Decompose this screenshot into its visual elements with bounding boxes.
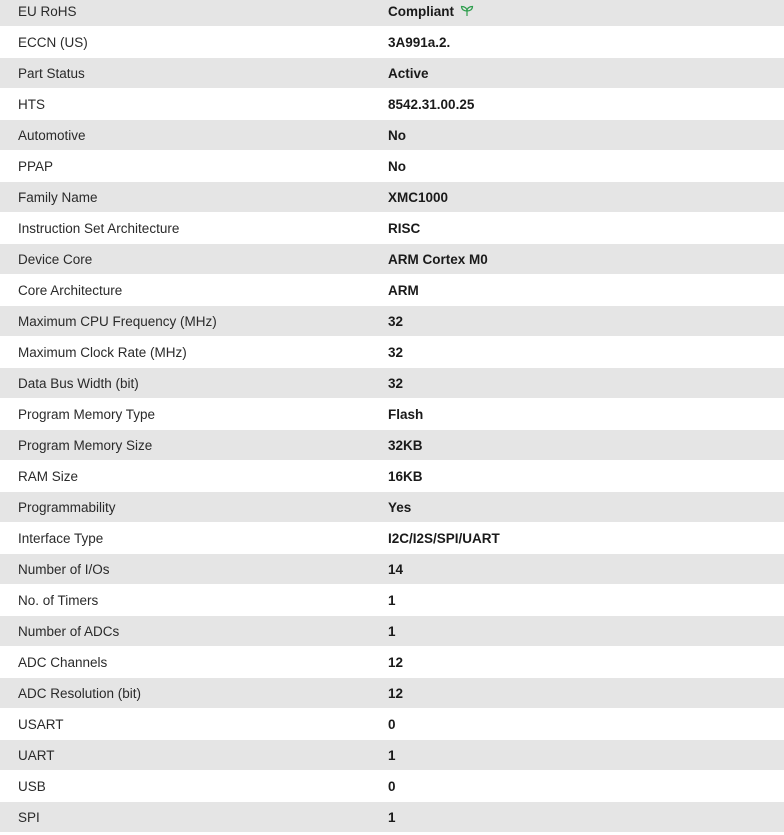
spec-row-max-clock-rate [0,337,784,368]
spec-label: Automotive [18,127,86,143]
spec-row-ram-size [0,461,784,492]
spec-label: Maximum CPU Frequency (MHz) [18,313,217,329]
spec-row-core-architecture [0,275,784,306]
spec-value: No [388,158,406,174]
spec-label: No. of Timers [18,592,99,608]
spec-value: XMC1000 [388,189,449,205]
spec-value: 1 [388,747,396,763]
spec-value: Flash [388,406,424,422]
spec-value: RISC [388,220,421,236]
spec-value-text: Compliant [388,3,454,19]
spec-value: 0 [388,716,396,732]
spec-value: I2C/I2S/SPI/UART [388,530,500,546]
spec-row-adc-resolution [0,678,784,709]
spec-label: PPAP [18,158,54,174]
spec-label: Program Memory Size [18,437,153,453]
spec-row-usb [0,771,784,802]
spec-row-isa [0,213,784,244]
spec-value: No [388,127,406,143]
spec-row-program-memory-size [0,430,784,461]
spec-value: 12 [388,654,404,670]
spec-value: 1 [388,623,396,639]
spec-value: 14 [388,561,404,577]
spec-row-automotive [0,120,784,151]
spec-row-spi [0,802,784,833]
spec-row-program-memory-type [0,399,784,430]
spec-label: Device Core [18,251,93,267]
spec-row-data-bus-width [0,368,784,399]
spec-value: 1 [388,809,396,825]
spec-value: 12 [388,685,404,701]
spec-value: 0 [388,778,396,794]
spec-row-hts [0,89,784,120]
spec-label: USB [18,778,46,794]
spec-row-number-of-adcs [0,616,784,647]
spec-label: ECCN (US) [18,34,88,50]
leaf-icon [460,5,474,17]
spec-value: 1 [388,592,396,608]
spec-row-ppap [0,151,784,182]
spec-row-eu-rohs [0,0,784,27]
spec-value: Yes [388,499,412,515]
spec-value: 32KB [388,437,423,453]
spec-row-usart [0,709,784,740]
spec-value: 32 [388,344,404,360]
spec-value: 16KB [388,468,423,484]
spec-label: Number of I/Os [18,561,110,577]
spec-label: UART [18,747,55,763]
spec-label: SPI [18,809,40,825]
spec-value: 8542.31.00.25 [388,96,475,112]
spec-value: Active [388,65,429,81]
spec-label: Core Architecture [18,282,123,298]
spec-label: Number of ADCs [18,623,120,639]
spec-value: 32 [388,375,404,391]
spec-row-interface-type [0,523,784,554]
spec-value: 32 [388,313,404,329]
spec-row-uart [0,740,784,771]
spec-label: EU RoHS [18,3,77,19]
spec-label: Instruction Set Architecture [18,220,180,236]
spec-label: Data Bus Width (bit) [18,375,139,391]
spec-label: Part Status [18,65,85,81]
spec-label: Program Memory Type [18,406,156,422]
spec-label: USART [18,716,64,732]
spec-row-max-cpu-frequency [0,306,784,337]
spec-label: ADC Resolution (bit) [18,685,142,701]
spec-label: Interface Type [18,530,104,546]
spec-row-adc-channels [0,647,784,678]
spec-value: 3A991a.2. [388,34,451,50]
spec-row-eccn [0,27,784,58]
spec-label: HTS [18,96,45,112]
spec-label: ADC Channels [18,654,108,670]
spec-row-no-of-timers [0,585,784,616]
spec-row-number-of-ios [0,554,784,585]
spec-row-family-name [0,182,784,213]
spec-value: ARM [388,282,419,298]
spec-label: RAM Size [18,468,79,484]
spec-label: Family Name [18,189,98,205]
spec-row-part-status [0,58,784,89]
spec-row-programmability [0,492,784,523]
spec-value: ARM Cortex M0 [388,251,488,267]
spec-row-device-core [0,244,784,275]
spec-label: Programmability [18,499,116,515]
spec-label: Maximum Clock Rate (MHz) [18,344,187,360]
spec-value [388,4,784,19]
